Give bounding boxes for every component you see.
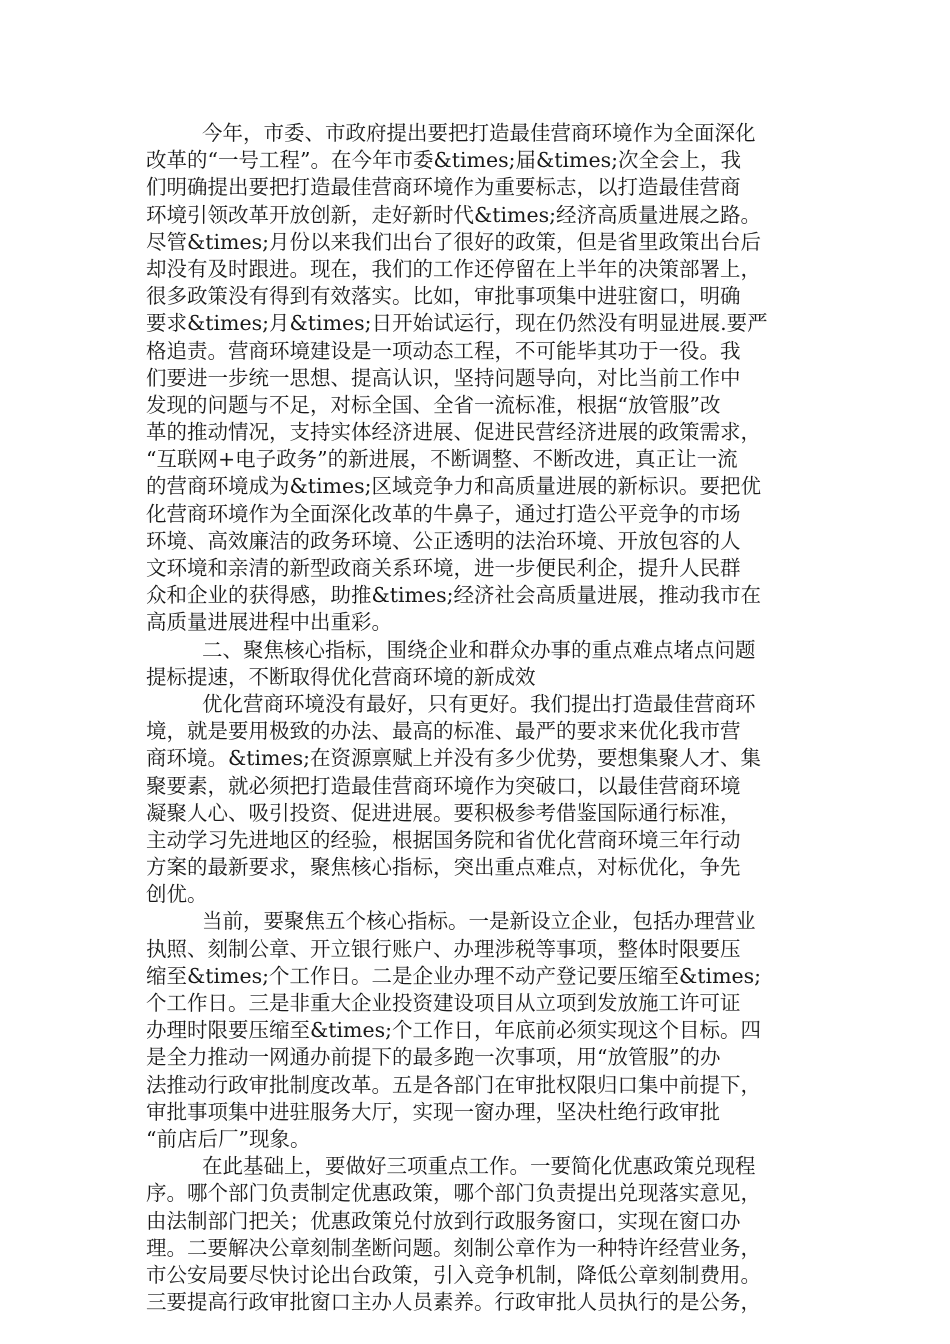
paragraph-first-line: 今年，市委、市政府提出要把打造最佳营商环境作为全面深化 [202, 121, 756, 145]
paragraph-first-line: 二、聚焦核心指标，围绕企业和群众办事的重点难点堵点问题 [202, 637, 756, 662]
paragraph-first-line: 在此基础上，要做好三项重点工作。一要简化优惠政策兑现程 [202, 1154, 756, 1179]
text-line: 境，就是要用极致的办法、最高的标准、最严的要求来优化我市营 [146, 719, 741, 744]
text-line: 众和企业的获得感，助推&times;经济社会高质量进展，推动我市在 [146, 583, 762, 608]
text-line: 高质量进展进程中出重彩。 [146, 610, 392, 635]
text-line: 理。二要解决公章刻制垄断问题。刻制公章作为一种特许经营业务， [146, 1235, 761, 1260]
text-line: 创优。 [146, 882, 208, 907]
text-line: 三要提高行政审批窗口主办人员素养。行政审批人员执行的是公务， [146, 1290, 761, 1315]
text-line: 序。哪个部门负责制定优惠政策，哪个部门负责提出兑现落实意见， [146, 1181, 761, 1206]
text-line: 个工作日。三是非重大企业投资建设项目从立项到发放施工许可证 [146, 991, 741, 1015]
text-line: 缩至&times;个工作日。二是企业办理不动产登记要压缩至&times; [146, 963, 762, 988]
text-line: 聚要素，就必须把打造最佳营商环境作为突破口，以最佳营商环境 [146, 773, 741, 798]
text-line: 审批事项集中进驻服务大厅，实现一窗办理，坚决杜绝行政审批 [146, 1099, 720, 1124]
text-line: 法推动行政审批制度改革。五是各部门在审批权限归口集中前提下， [146, 1072, 761, 1097]
text-line: 执照、刻制公章、开立银行账户、办理涉税等事项，整体时限要压 [146, 936, 741, 961]
text-line: 环境引领改革开放创新，走好新时代&times;经济高质量进展之路。 [146, 202, 762, 227]
text-line: 尽管&times;月份以来我们出台了很好的政策，但是省里政策出台后 [146, 229, 762, 254]
text-line: 办理时限要压缩至&times;个工作日，年底前必须实现这个目标。四 [146, 1018, 762, 1043]
text-line: 化营商环境作为全面深化改革的牛鼻子，通过打造公平竞争的市场 [146, 501, 741, 526]
text-line: “前店后厂”现象。 [146, 1126, 311, 1151]
text-line: 格追责。营商环境建设是一项动态工程，不可能毕其功于一役。我 [146, 338, 741, 363]
text-line: 们要进一步统一思想、提高认识，坚持问题导向，对比当前工作中 [146, 365, 741, 390]
text-line: 是全力推动一网通办前提下的最多跑一次事项，用“放管服”的办 [146, 1045, 721, 1070]
text-line: 由法制部门把关；优惠政策兑付放到行政服务窗口，实现在窗口办 [146, 1208, 741, 1233]
text-line: 们明确提出要把打造最佳营商环境作为重要标志，以打造最佳营商 [146, 175, 741, 200]
text-line: 凝聚人心、吸引投资、促进进展。要积极参考借鉴国际通行标准， [146, 800, 741, 825]
text-line: 革的推动情况，支持实体经济进展、促进民营经济进展的政策需求， [146, 420, 761, 445]
text-line: 文环境和亲清的新型政商关系环境，进一步便民利企，提升人民群 [146, 556, 741, 580]
text-line: 的营商环境成为&times;区域竞争力和高质量进展的新标识。要把优 [146, 474, 762, 499]
text-line: 发现的问题与不足，对标全国、全省一流标准，根据“放管服”改 [146, 392, 721, 417]
text-line: 很多政策没有得到有效落实。比如，审批事项集中进驻窗口，明确 [146, 284, 741, 309]
paragraph-first-line: 优化营商环境没有最好，只有更好。我们提出打造最佳营商环 [202, 691, 756, 716]
text-line: 要求&times;月&times;日开始试运行，现在仍然没有明显进展.要严 [146, 311, 768, 336]
document-body [146, 120, 806, 1316]
text-line: 商环境。&times;在资源禀赋上并没有多少优势，要想集聚人才、集 [146, 746, 762, 771]
text-line: “互联网+电子政务”的新进展，不断调整、不断改进，真正让一流 [146, 447, 738, 472]
text-line: 环境、高效廉洁的政务环境、公正透明的法治环境、开放包容的人 [146, 528, 741, 553]
text-line: 提标提速，不断取得优化营商环境的新成效 [146, 664, 536, 689]
text-line: 方案的最新要求，聚焦核心指标，突出重点难点，对标优化，争先 [146, 855, 741, 880]
text-line: 改革的“一号工程”。在今年市委&times;届&times;次全会上，我 [146, 148, 742, 173]
paragraph-first-line: 当前，要聚焦五个核心指标。一是新设立企业，包括办理营业 [202, 909, 756, 934]
text-line: 却没有及时跟进。现在，我们的工作还停留在上半年的决策部署上， [146, 256, 761, 281]
text-line: 市公安局要尽快讨论出台政策，引入竞争机制，降低公章刻制费用。 [146, 1262, 761, 1287]
text-line: 主动学习先进地区的经验，根据国务院和省优化营商环境三年行动 [146, 827, 741, 852]
